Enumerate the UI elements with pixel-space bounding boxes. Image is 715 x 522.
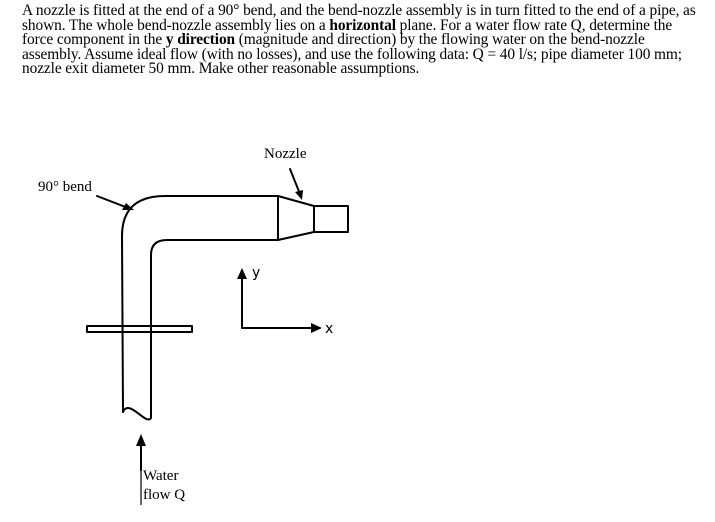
x-axis-label: x <box>325 321 334 337</box>
pipe-outer-wall <box>122 196 278 412</box>
problem-bold-y-direction: y direction <box>165 31 236 49</box>
x-axis-arrowhead <box>311 323 322 333</box>
nozzle-label-arrowhead <box>295 190 303 200</box>
flow-label-line1: Water <box>143 468 179 484</box>
flow-arrowhead <box>136 434 146 446</box>
pipe-break <box>123 408 151 419</box>
problem-text-part1: A nozzle is fitted at the end of a 90° bend, and the bend-nozzle assembly is in turn fitted to the end of a pipe, as shown. The whole bend-nozzle assembly lies on a <box>22 2 696 34</box>
problem-text-part3: (magnitude and direction) by the flowing water on the bend-nozzle assembly. Assume ideal flow (with no losses), and use the following data: Q = 40 l/s; pipe diameter 100 mm; nozzle exit diameter 50 mm. Make other reasonable assumptions. <box>22 31 682 78</box>
y-axis-label: y <box>252 265 261 281</box>
bend-label: 90° bend <box>38 179 92 195</box>
nozzle-label: Nozzle <box>264 146 307 162</box>
flange <box>87 326 192 332</box>
bend-label-arrow-shaft <box>97 196 128 208</box>
y-axis-arrowhead <box>237 268 247 279</box>
problem-text-part2: plane. For a water flow rate Q, determine the force component in the <box>22 16 673 49</box>
flow-label-line2: flow Q <box>143 487 186 503</box>
problem-bold-horizontal: horizontal <box>329 16 396 34</box>
nozzle-label-arrow-shaft <box>290 169 300 194</box>
